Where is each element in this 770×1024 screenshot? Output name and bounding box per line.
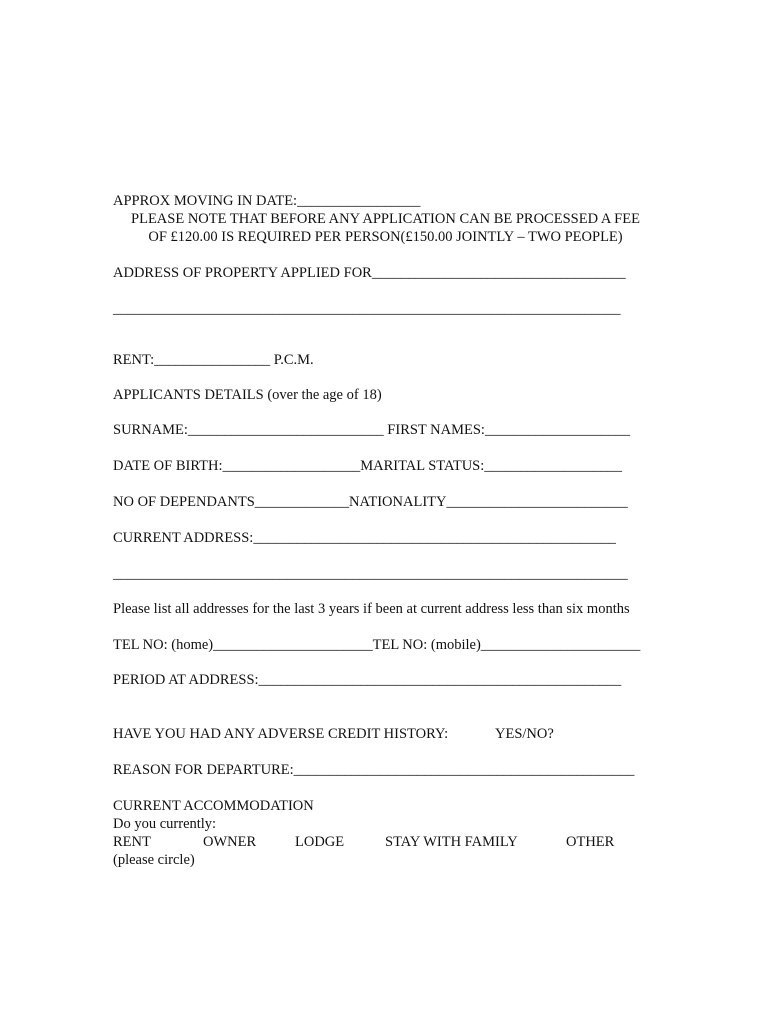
accommodation-option-rent[interactable]: RENT [113, 834, 151, 850]
dob-marital-status-field[interactable]: DATE OF BIRTH:___________________MARITAL STATUS:___________________ [113, 458, 623, 474]
adverse-credit-answer[interactable]: YES/NO? [495, 726, 554, 742]
accommodation-option-stay-with-family[interactable]: STAY WITH FAMILY [385, 834, 518, 850]
telephone-numbers-field[interactable]: TEL NO: (home)______________________TEL NO: (mobile)______________________ [113, 637, 641, 653]
fee-note-line-2: OF £120.00 IS REQUIRED PER PERSON(£150.00 JOINTLY – TWO PEOPLE) [148, 229, 623, 245]
accommodation-option-other[interactable]: OTHER [566, 834, 615, 850]
dependants-nationality-field[interactable]: NO OF DEPENDANTS_____________NATIONALITY_________________________ [113, 494, 628, 510]
accommodation-option-owner[interactable]: OWNER [203, 834, 257, 850]
period-at-address-field[interactable]: PERIOD AT ADDRESS:__________________________________________________ [113, 672, 622, 688]
circle-instruction: (please circle) [113, 852, 195, 868]
reason-for-departure-field[interactable]: REASON FOR DEPARTURE:_______________________________________________ [113, 762, 635, 778]
current-accommodation-heading: CURRENT ACCOMMODATION [113, 798, 314, 814]
current-address-field-line-2[interactable]: _______________________________________________________________________ [113, 566, 628, 582]
property-address-field-line-2[interactable]: ______________________________________________________________________ [113, 301, 621, 317]
surname-first-names-field[interactable]: SURNAME:___________________________ FIRST NAMES:____________________ [113, 422, 630, 438]
current-address-field[interactable]: CURRENT ADDRESS:__________________________________________________ [113, 530, 616, 546]
accommodation-option-lodge[interactable]: LODGE [295, 834, 345, 850]
moving-date-field[interactable]: APPROX MOVING IN DATE:_________________ [113, 193, 421, 209]
adverse-credit-question: HAVE YOU HAD ANY ADVERSE CREDIT HISTORY: [113, 726, 449, 742]
accommodation-question: Do you currently: [113, 816, 217, 832]
property-address-field[interactable]: ADDRESS OF PROPERTY APPLIED FOR___________________________________ [113, 265, 626, 281]
applicants-details-heading: APPLICANTS DETAILS (over the age of 18) [113, 387, 382, 403]
fee-note-line-1: PLEASE NOTE THAT BEFORE ANY APPLICATION CAN BE PROCESSED A FEE [131, 211, 640, 227]
previous-addresses-note: Please list all addresses for the last 3 years if been at current address less than six months [113, 601, 630, 617]
rent-field[interactable]: RENT:________________ P.C.M. [113, 352, 314, 368]
